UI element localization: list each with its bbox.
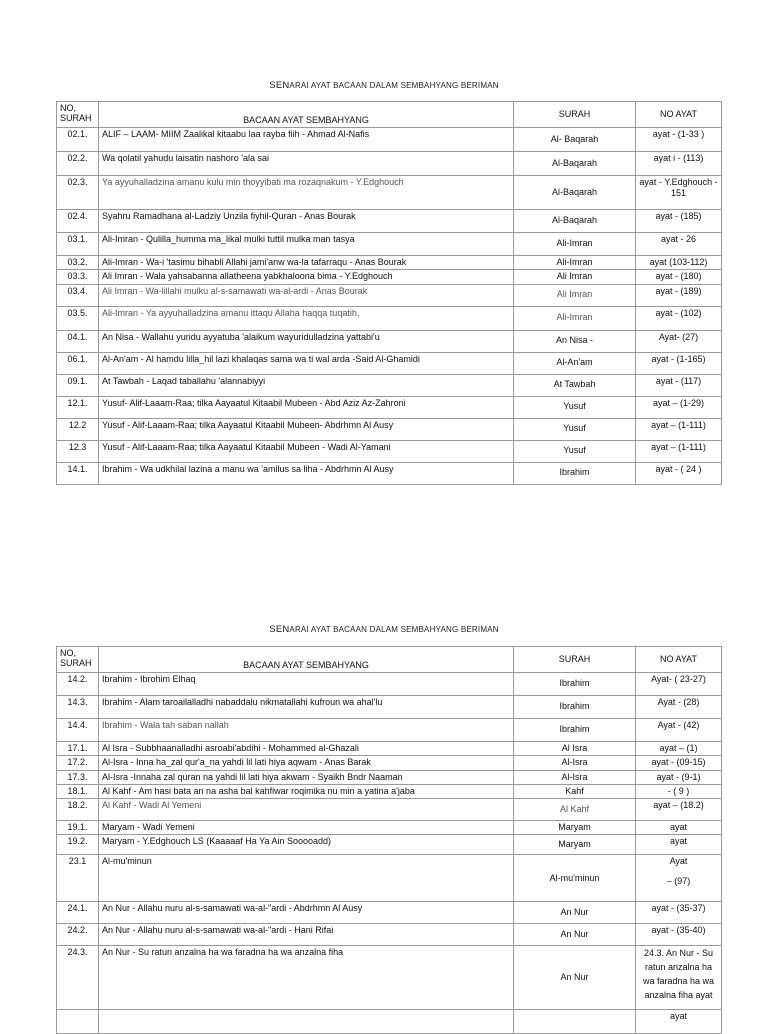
- cell-no-ayat: ayat: [636, 1010, 722, 1034]
- cell-surah: Yusuf: [514, 396, 636, 418]
- cell-no-ayat: Ayat - (28): [636, 696, 722, 719]
- cell-no-surah: 19.1.: [57, 821, 99, 835]
- title-prefix: SEN: [269, 80, 290, 91]
- cell-surah: An Nur: [514, 924, 636, 946]
- cell-bacaan: Ya ayyuhalladzina amanu kulu min thoyyibati ma rozaqnakum - Y.Edghouch: [99, 176, 514, 210]
- cell-bacaan: Al-An'am - Al hamdu lilla_hil lazi khalaqas sama wa ti wal arda -Said Al-Ghamidi: [99, 352, 514, 374]
- cell-no-ayat: ayat - Y.Edghouch - 151: [636, 176, 722, 210]
- cell-surah: Al-An'am: [514, 352, 636, 374]
- cell-no-surah: 03.4.: [57, 284, 99, 306]
- cell-surah: Al-mu'minun: [514, 855, 636, 902]
- cell-no-surah: 03.5.: [57, 306, 99, 330]
- cell-bacaan: Wa qolatil yahudu laisatin nashoro 'ala sai: [99, 152, 514, 176]
- cell-no-ayat: ayat - (1-33 ): [636, 128, 722, 152]
- cell-surah: Kahf: [514, 784, 636, 798]
- cell-no-surah: 23.1: [57, 855, 99, 902]
- cell-bacaan: Maryam - Wadi Yemeni: [99, 821, 514, 835]
- cell-no-surah: 18.1.: [57, 784, 99, 798]
- cell-no-surah: [57, 1010, 99, 1034]
- cell-surah: Al Kahf: [514, 799, 636, 821]
- cell-no-ayat: ayat – (1-29): [636, 396, 722, 418]
- cell-bacaan: Ibrahim - Wa udkhilal lazina a manu wa 'amilus sa liha - Abdrhmn Al Ausy: [99, 462, 514, 484]
- table-row: [57, 374, 722, 396]
- cell-surah: Al Isra: [514, 742, 636, 756]
- cell-no-surah: 14.2.: [57, 673, 99, 696]
- header-surah: SURAH: [514, 102, 636, 128]
- cell-no-surah: 24.3.: [57, 946, 99, 1010]
- cell-bacaan: Ibrahim - Wala tah saban nallah: [99, 719, 514, 742]
- cell-no-ayat: ayat (103-112): [636, 256, 722, 270]
- cell-no-surah: 19.2.: [57, 835, 99, 855]
- cell-no-ayat: ayat - (189): [636, 284, 722, 306]
- cell-surah: Ali-Imran: [514, 233, 636, 256]
- table-row: [57, 440, 722, 462]
- cell-surah: An Nur: [514, 902, 636, 924]
- cell-no-surah: 02.3.: [57, 176, 99, 210]
- table-row: [57, 673, 722, 696]
- cell-surah: An Nur: [514, 946, 636, 1010]
- cell-no-ayat: ayat - (35-37): [636, 902, 722, 924]
- title-prefix-2: SEN: [269, 624, 290, 635]
- cell-surah: Ibrahim: [514, 462, 636, 484]
- table-row: [57, 1010, 722, 1034]
- cell-bacaan: Syahru Ramadhana al-Ladziy Unzila fiyhil-Quran - Anas Bourak: [99, 210, 514, 233]
- cell-bacaan: Al Kahf - Wadi Al Yemeni: [99, 799, 514, 821]
- table-row: [57, 462, 722, 484]
- cell-no-ayat: - ( 9 ): [636, 784, 722, 798]
- cell-no-surah: 14.3.: [57, 696, 99, 719]
- cell-no-ayat: ayat - (1-165): [636, 352, 722, 374]
- table-row: [57, 176, 722, 210]
- cell-bacaan: Ali-Imran - Ya ayyuhalladzina amanu ittaqu Allaha haqqa tuqatih,: [99, 306, 514, 330]
- cell-no-surah: 14.4.: [57, 719, 99, 742]
- table-row: [57, 233, 722, 256]
- cell-no-surah: 12.3: [57, 440, 99, 462]
- table-row: [57, 306, 722, 330]
- cell-no-surah: 02.2.: [57, 152, 99, 176]
- cell-bacaan: Ali-Imran - Wa-i 'tasimu bihabli Allahi jami'anw wa-la tafarraqu - Anas Bourak: [99, 256, 514, 270]
- table-row: [57, 902, 722, 924]
- cell-surah: Ibrahim: [514, 719, 636, 742]
- cell-no-ayat: ayat i - (113): [636, 152, 722, 176]
- document-title-2: [0, 624, 768, 635]
- cell-no-surah: 24.2.: [57, 924, 99, 946]
- cell-bacaan: Yusuf - Alif-Laaam-Raa; tilka Aayaatul Kitaabil Mubeen - Wadi Al-Yamani: [99, 440, 514, 462]
- table-row: [57, 396, 722, 418]
- cell-bacaan: Al-Isra - Inna ha_zal qur'a_na yahdi lil lati hiya aqwam - Anas Barak: [99, 756, 514, 770]
- cell-surah: An Nisa -: [514, 330, 636, 352]
- cell-bacaan: Maryam - Y.Edghouch LS (Kaaaaaf Ha Ya Ain Sooooadd): [99, 835, 514, 855]
- table-row: [57, 784, 722, 798]
- table-row: [57, 210, 722, 233]
- cell-no-surah: 02.1.: [57, 128, 99, 152]
- cell-surah: Ali Imran: [514, 284, 636, 306]
- header-bacaan: BACAAN AYAT SEMBAHYANG: [99, 102, 514, 128]
- ayat-cell-multiline: Ayat – (97): [636, 855, 722, 902]
- header-no-surah: NO, SURAH: [57, 647, 99, 673]
- cell-no-ayat: ayat - (9-1): [636, 770, 722, 784]
- cell-bacaan: Al Kahf - Am hasi bata an na asha bal kahfiwar roqimika nu min a yatina a'jaba: [99, 784, 514, 798]
- cell-surah: Al- Baqarah: [514, 128, 636, 152]
- cell-surah: Yusuf: [514, 440, 636, 462]
- cell-no-surah: 03.2.: [57, 256, 99, 270]
- cell-no-ayat: 24.3. An Nur - Su ratun anzalna ha wa faradna ha wa anzalna fiha ayat: [636, 946, 722, 1010]
- cell-bacaan: Yusuf - Alif-Laaam-Raa; tilka Aayaatul Kitaabil Mubeen- Abdrhmn Al Ausy: [99, 418, 514, 440]
- table-row: [57, 924, 722, 946]
- cell-no-surah: 03.3.: [57, 270, 99, 284]
- table-row: [57, 855, 722, 902]
- cell-surah: Ali Imran: [514, 270, 636, 284]
- cell-bacaan: An Nisa - Wallahu yuridu ayyatuba 'alaikum wayuridulladzina yattabi'u: [99, 330, 514, 352]
- cell-no-ayat: ayat - ( 24 ): [636, 462, 722, 484]
- table-row: [57, 284, 722, 306]
- cell-bacaan: Ali Imran - Wala yahsabanna allatheena yabkhaloona bima - Y.Edghouch: [99, 270, 514, 284]
- cell-no-surah: 12.2: [57, 418, 99, 440]
- cell-no-ayat: Ayat- (27): [636, 330, 722, 352]
- cell-no-surah: 04.1.: [57, 330, 99, 352]
- cell-bacaan: Ali Imran - Wa-lillahi mulku al-s-samawati wa-al-ardi - Anas Bourak: [99, 284, 514, 306]
- cell-surah: Al-Baqarah: [514, 210, 636, 233]
- cell-bacaan: Al-mu'minun: [99, 855, 514, 902]
- cell-no-surah: 17.1.: [57, 742, 99, 756]
- cell-surah: Yusuf: [514, 418, 636, 440]
- cell-bacaan: Al Isra - Subbhaanalladhi asroabi'abdihi - Mohammed al-Ghazali: [99, 742, 514, 756]
- cell-surah: Maryam: [514, 835, 636, 855]
- cell-no-ayat: ayat - (09-15): [636, 756, 722, 770]
- table-row: [57, 835, 722, 855]
- cell-bacaan: An Nur - Allahu nuru al-s-samawati wa-al-"ardi - Hani Rifai: [99, 924, 514, 946]
- cell-bacaan: Al-Isra -Innaha zal quran na yahdi lil lati hiya akwam - Syaikh Bndr Naaman: [99, 770, 514, 784]
- ayat-table-2: [56, 646, 722, 1034]
- cell-no-ayat: ayat - 26: [636, 233, 722, 256]
- table-row: [57, 696, 722, 719]
- table-row: [57, 256, 722, 270]
- cell-bacaan: An Nur - Su ratun anzalna ha wa faradna ha wa anzalna fiha: [99, 946, 514, 1010]
- cell-surah: Al-Isra: [514, 770, 636, 784]
- cell-bacaan: Ibrahim - Alam taroailalladhi nabaddalu nikmatallahi kufroun wa ahal'lu: [99, 696, 514, 719]
- cell-surah: Ali-Imran: [514, 256, 636, 270]
- cell-no-ayat: ayat - (180): [636, 270, 722, 284]
- cell-surah: Ali-Imran: [514, 306, 636, 330]
- cell-no-ayat: Ayat - (42): [636, 719, 722, 742]
- table-row: [57, 152, 722, 176]
- cell-surah: At Tawbah: [514, 374, 636, 396]
- header-no-surah: NO, SURAH: [57, 102, 99, 128]
- cell-no-ayat: ayat – (18.2): [636, 799, 722, 821]
- header-no-ayat: NO AYAT: [636, 102, 722, 128]
- cell-bacaan: Yusuf- Alif-Laaam-Raa; tilka Aayaatul Kitaabil Mubeen - Abd Aziz Az-Zahroni: [99, 396, 514, 418]
- table-row: [57, 270, 722, 284]
- table-header-row: [57, 647, 722, 673]
- cell-no-surah: 18.2.: [57, 799, 99, 821]
- document-title: [0, 80, 768, 91]
- table-row: [57, 128, 722, 152]
- table-row: [57, 756, 722, 770]
- cell-surah: Al-Isra: [514, 756, 636, 770]
- cell-surah: Ibrahim: [514, 696, 636, 719]
- table-row: [57, 330, 722, 352]
- cell-no-ayat: ayat - (102): [636, 306, 722, 330]
- table-row: [57, 352, 722, 374]
- ayat-table-1: [56, 101, 722, 485]
- table-row: [57, 770, 722, 784]
- cell-bacaan: An Nur - Allahu nuru al-s-samawati wa-al-"ardi - Abdrhmn Al Ausy: [99, 902, 514, 924]
- cell-no-surah: 17.3.: [57, 770, 99, 784]
- title-rest-2: ARAI AYAT BACAAN DALAM SEMBAHYANG BERIMAN: [289, 625, 499, 634]
- cell-no-surah: 06.1.: [57, 352, 99, 374]
- cell-bacaan: At Tawbah - Laqad taballahu 'alannabiyyi: [99, 374, 514, 396]
- cell-no-surah: 14.1.: [57, 462, 99, 484]
- cell-bacaan: Ali-Imran - Qulilla_humma ma_likal mulki tuttil mulka man tasya: [99, 233, 514, 256]
- cell-no-ayat: ayat: [636, 835, 722, 855]
- table-header-row: [57, 102, 722, 128]
- cell-no-surah: 24.1.: [57, 902, 99, 924]
- cell-surah: Al-Baqarah: [514, 176, 636, 210]
- cell-bacaan: ALIF – LAAM- MIIM Zaalikal kitaabu laa rayba fiih - Ahmad Al-Nafis: [99, 128, 514, 152]
- header-no-ayat: NO AYAT: [636, 647, 722, 673]
- cell-no-ayat: ayat – (1-111): [636, 440, 722, 462]
- cell-no-ayat: ayat: [636, 821, 722, 835]
- cell-surah: [514, 1010, 636, 1034]
- cell-no-ayat: ayat - (117): [636, 374, 722, 396]
- cell-no-surah: 09.1.: [57, 374, 99, 396]
- cell-no-surah: 17.2.: [57, 756, 99, 770]
- cell-no-ayat: ayat – (1-111): [636, 418, 722, 440]
- title-rest: ARAI AYAT BACAAN DALAM SEMBAHYANG BERIMAN: [289, 81, 499, 90]
- cell-bacaan: [99, 1010, 514, 1034]
- table-row: [57, 799, 722, 821]
- cell-surah: Ibrahim: [514, 673, 636, 696]
- table-row: [57, 719, 722, 742]
- table-row: [57, 821, 722, 835]
- cell-surah: Al-Baqarah: [514, 152, 636, 176]
- cell-no-surah: 12.1.: [57, 396, 99, 418]
- cell-no-ayat: ayat – (1): [636, 742, 722, 756]
- cell-no-surah: 03.1.: [57, 233, 99, 256]
- cell-no-ayat: ayat - (185): [636, 210, 722, 233]
- cell-no-ayat: Ayat- ( 23-27): [636, 673, 722, 696]
- header-surah: SURAH: [514, 647, 636, 673]
- header-bacaan: BACAAN AYAT SEMBAHYANG: [99, 647, 514, 673]
- table-row: [57, 418, 722, 440]
- cell-bacaan: Ibrahim - Ibrohim Elhaq: [99, 673, 514, 696]
- table-row: [57, 742, 722, 756]
- cell-surah: Maryam: [514, 821, 636, 835]
- cell-no-surah: 02.4.: [57, 210, 99, 233]
- table-row: [57, 946, 722, 1010]
- cell-no-ayat: ayat - (35-40): [636, 924, 722, 946]
